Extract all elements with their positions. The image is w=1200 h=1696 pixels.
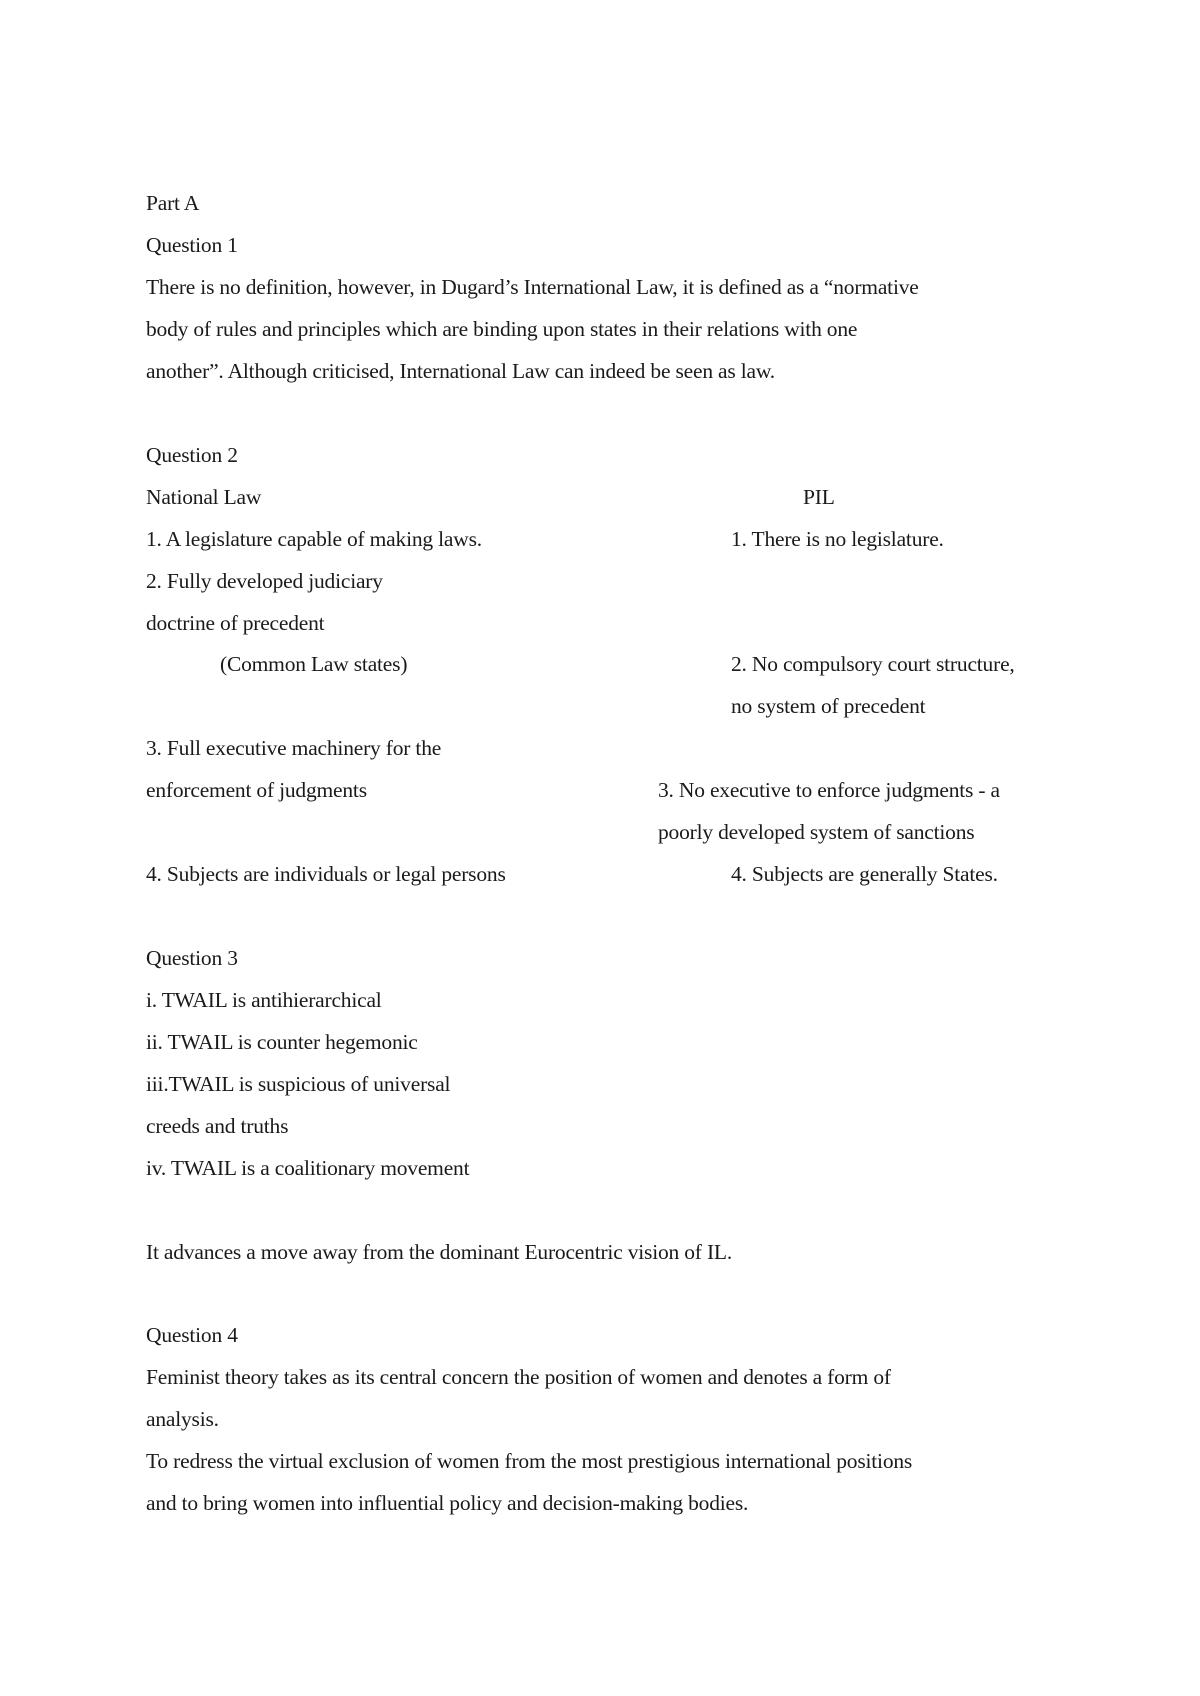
question-1-line: There is no definition, however, in Dugard’s International Law, it is defined as a “normative [146,275,919,299]
national-law-item: enforcement of judgments [146,778,367,802]
question-2-heading: Question 2 [146,443,238,467]
question-1-line: another”. Although criticised, International Law can indeed be seen as law. [146,359,775,383]
question-4-line: To redress the virtual exclusion of women from the most prestigious international positions [146,1449,913,1473]
question-1-heading: Question 1 [146,233,238,257]
twail-item: iii.TWAIL is suspicious of universal [146,1072,451,1096]
question-3-conclusion: It advances a move away from the dominant Eurocentric vision of IL. [146,1240,733,1264]
question-4-line: and to bring women into influential policy and decision-making bodies. [146,1491,749,1515]
pil-column-heading: PIL [803,485,835,509]
pil-item: no system of precedent [731,694,926,718]
question-4-line: Feminist theory takes as its central concern the position of women and denotes a form of [146,1365,891,1389]
question-3-heading: Question 3 [146,946,238,970]
pil-item: poorly developed system of sanctions [658,820,975,844]
national-law-item: 2. Fully developed judiciary [146,569,383,593]
twail-item: iv. TWAIL is a coalitionary movement [146,1156,470,1180]
national-law-item: doctrine of precedent [146,611,325,635]
twail-item: i. TWAIL is antihierarchical [146,988,382,1012]
national-law-item: 1. A legislature capable of making laws. [146,527,482,551]
question-1-line: body of rules and principles which are binding upon states in their relations with one [146,317,858,341]
question-4-heading: Question 4 [146,1323,238,1347]
pil-item: 1. There is no legislature. [731,527,944,551]
twail-item: ii. TWAIL is counter hegemonic [146,1030,418,1054]
pil-item: 3. No executive to enforce judgments - a [658,778,1000,802]
question-4-line: analysis. [146,1407,219,1431]
national-law-column-heading: National Law [146,485,262,509]
part-label: Part A [146,191,200,215]
national-law-item: 4. Subjects are individuals or legal persons [146,862,506,886]
national-law-item: 3. Full executive machinery for the [146,736,442,760]
pil-item: 4. Subjects are generally States. [731,862,998,886]
pil-item: 2. No compulsory court structure, [731,652,1015,676]
twail-item: creeds and truths [146,1114,289,1138]
national-law-item: (Common Law states) [220,652,408,676]
